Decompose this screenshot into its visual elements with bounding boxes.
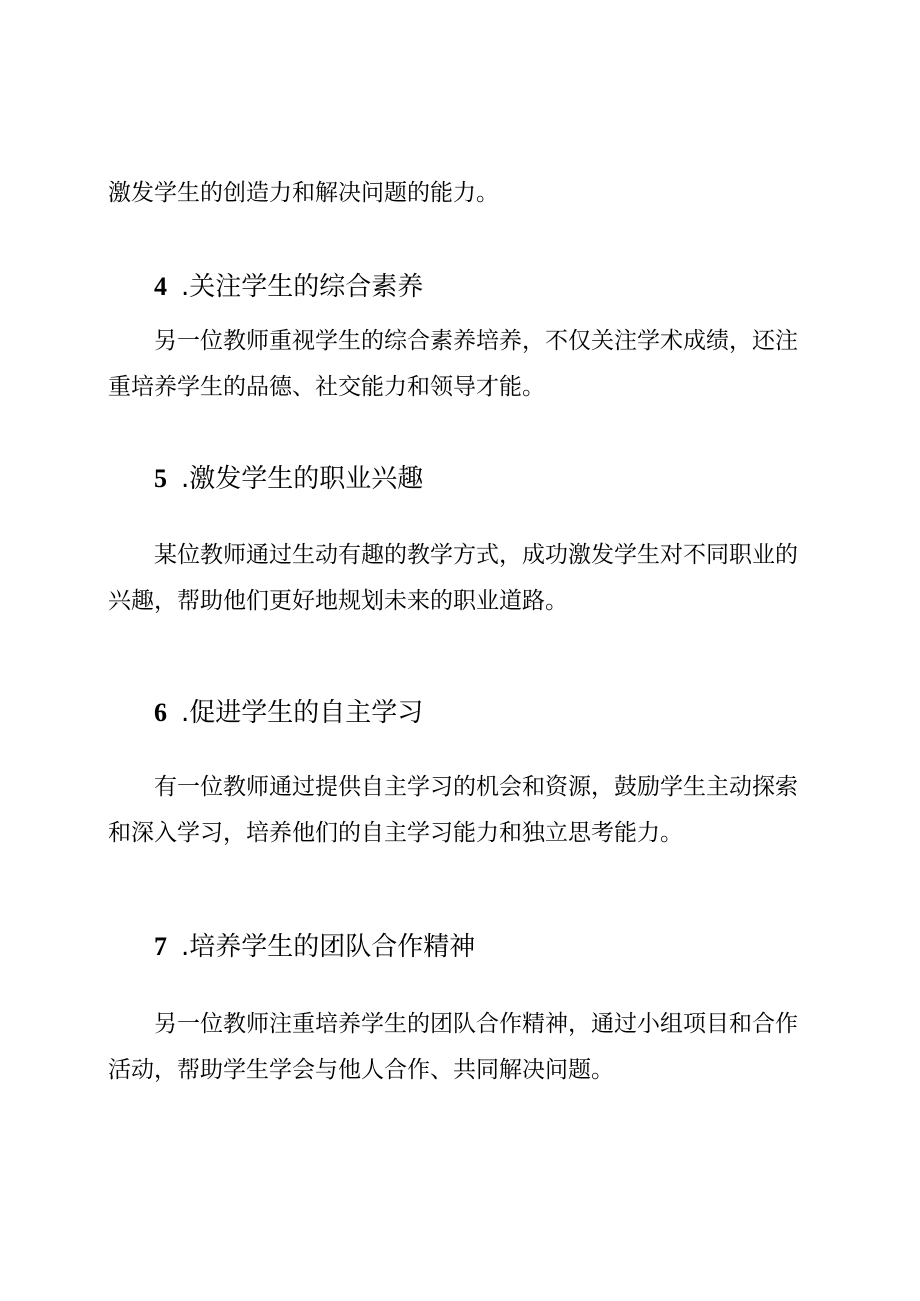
paragraph-line: 另一位教师注重培养学生的团队合作精神，通过小组项目和合作	[154, 1011, 798, 1037]
section-title: .培养学生的团队合作精神	[181, 932, 476, 962]
paragraph-line: 活动，帮助学生学会与他人合作、共同解决问题。	[108, 1057, 614, 1083]
intro-paragraph	[108, 170, 808, 216]
section-heading-6	[154, 696, 423, 730]
section-title: .关注学生的综合素养	[181, 272, 424, 302]
paragraph-line: 重培养学生的品德、社交能力和领导才能。	[108, 374, 545, 400]
section-title: .促进学生的自主学习	[181, 698, 424, 728]
section-paragraph-6	[108, 764, 808, 856]
section-number: 5	[154, 464, 167, 493]
paragraph-line: 兴趣，帮助他们更好地规划未来的职业道路。	[108, 588, 568, 614]
paragraph-line: 和深入学习，培养他们的自主学习能力和独立思考能力。	[108, 820, 683, 846]
section-heading-4	[154, 270, 423, 304]
paragraph-line: 另一位教师重视学生的综合素养培养，不仅关注学术成绩，还注	[154, 328, 798, 354]
paragraph-line: 某位教师通过生动有趣的教学方式，成功激发学生对不同职业的	[154, 542, 798, 568]
section-number: 4	[154, 272, 167, 301]
paragraph-line: 有一位教师通过提供自主学习的机会和资源，鼓励学生主动探索	[154, 774, 798, 800]
paragraph-line: 激发学生的创造力和解决问题的能力。	[108, 180, 499, 206]
section-paragraph-4	[108, 318, 808, 410]
section-heading-5	[154, 462, 423, 496]
section-paragraph-7	[108, 1001, 808, 1093]
section-number: 6	[154, 698, 167, 727]
section-number: 7	[154, 932, 167, 961]
section-paragraph-5	[108, 532, 808, 624]
section-heading-7	[154, 930, 475, 964]
section-title: .激发学生的职业兴趣	[181, 464, 424, 494]
